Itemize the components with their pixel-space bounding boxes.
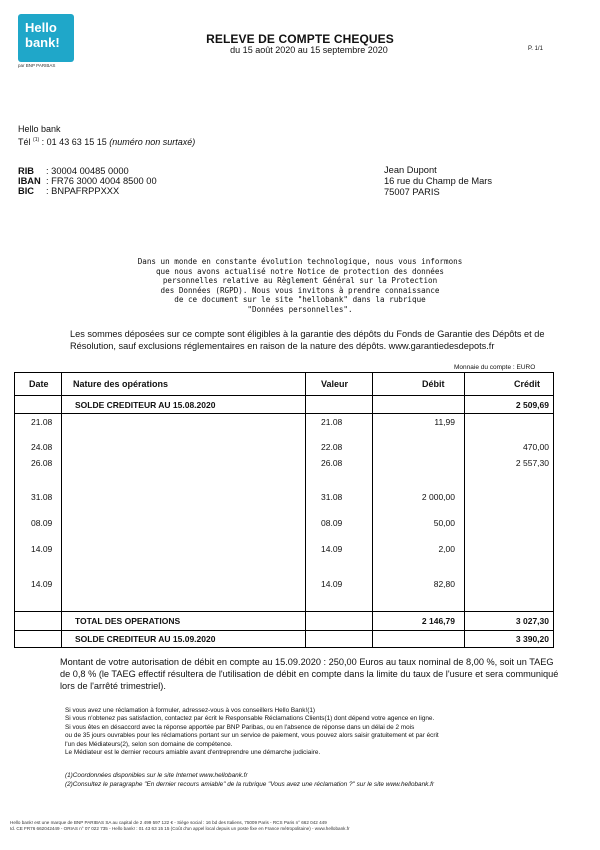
row-valeur: 22.08 [321,442,343,452]
claims-line: l'un des Médiateurs(2), selon son domaine de compétence. [65,740,233,748]
tel-label: Tél [18,137,31,147]
rib-line [18,166,129,176]
row-valeur: 14.09 [321,579,343,589]
header-nature: Nature des opérations [73,379,169,389]
row-valeur: 08.09 [321,518,343,528]
customer-name: Jean Dupont [384,165,437,175]
customer-city: 75007 PARIS [384,187,440,197]
bic-line [18,186,119,196]
closing-balance-credit: 3 390,20 [515,634,549,644]
opening-balance-credit: 2 509,69 [515,400,549,410]
legal-line: Id. CE FR76 662042449 - ORIAS n° 07 022 735 - Hello bank! : 01 43 63 15 15 (Coût d'un appel local depuis un poste fixe en France métropolitaine) - www.hellobank.fr [10,826,350,831]
row-valeur: 14.09 [321,544,343,554]
closing-balance-label: SOLDE CREDITEUR AU 15.09.2020 [75,634,216,644]
row-credit: 2 557,30 [515,458,549,468]
row-date: 14.09 [31,544,53,554]
rib-value: : 30004 00485 0000 [46,166,129,176]
opening-balance-label: SOLDE CREDITEUR AU 15.08.2020 [75,400,216,410]
header-debit: Débit [422,379,445,389]
iban-line [18,176,157,186]
header-valeur: Valeur [321,379,349,389]
row-date: 31.08 [31,492,53,502]
bic-value: : BNPAFRPPXXX [46,186,120,196]
document-title: RELEVE DE COMPTE CHEQUES [206,32,394,46]
logo-subtitle: par BNP PARIBAS [18,63,56,68]
statement-table [14,372,554,648]
bic-label: BIC [18,186,35,196]
row-debit: 50,00 [433,518,455,528]
rib-label: RIB [18,166,35,176]
row-date: 26.08 [31,458,53,468]
rows-bottom-divider [15,611,553,612]
customer-street: 16 rue du Champ de Mars [384,176,493,186]
legal-footer [10,820,590,832]
row-date: 08.09 [31,518,53,528]
totals-divider [15,630,553,631]
opening-divider [15,413,553,414]
row-date: 14.09 [31,579,53,589]
iban-value: : FR76 3000 4004 8500 00 [46,176,157,186]
iban-label: IBAN [18,176,41,186]
col-divider-debit [464,373,465,647]
logo-line2: bank! [25,35,60,50]
row-debit: 82,80 [433,579,455,589]
totals-credit: 3 027,30 [515,616,549,626]
bank-phone [18,137,195,147]
col-divider-valeur [372,373,373,647]
row-debit: 11,99 [434,417,455,427]
row-valeur: 21.08 [321,417,343,427]
row-valeur: 26.08 [321,458,343,468]
account-currency: Monnaie du compte : EURO [454,364,536,371]
claims-procedure [65,707,565,757]
legal-line: Hello bank! est une marque de BNP PARIBAS SA au capital de 2 499 597 122 € - Siège social : 16 bd des Italiens, 75009 Paris - RCS Paris n° 662 042 449 [10,820,327,825]
header-divider [15,395,553,396]
claims-line: Si vous avez une réclamation à formuler, adressez-vous à vos conseillers Hello Bank!(1) [65,707,316,714]
header-credit: Crédit [514,379,541,389]
row-valeur: 31.08 [321,492,343,502]
claims-line: Si vous êtes en désaccord avec la réponse apportée par BNP Paribas, ou en l'absence de réponse dans un délai de 2 mois [65,723,415,731]
tel-footnote: (1) [33,137,40,143]
logo-line1: Hello [25,20,57,35]
bank-name: Hello bank [18,124,61,134]
claims-line: ou de 35 jours ouvrables pour les réclamations portant sur un service de paiement, vous pouvez alors saisir gratuitement et par écrit [65,732,439,740]
row-date: 24.08 [31,442,53,452]
row-date: 21.08 [31,417,53,427]
gdpr-notice: Dans un monde en constante évolution technologique, nous vous informons que nous avons actualisé notre Notice de protection des données personnelles relative au Règlement Général sur la Protection des Données (RGPD). Nous vous invitons à prendre connaissance de ce document sur le site "hellobank" dans la rubrique "Données personnelles". [137,257,463,314]
statement-period: du 15 août 2020 au 15 septembre 2020 [230,45,388,55]
tel-number: : 01 43 63 15 15 [41,137,107,147]
header-date: Date [29,379,49,389]
footnote-2: (2)Consultez le paragraphe "En dernier recours amiable" de la rubrique "Vous avez une réclamation ?" sur le site www.hellobank.fr [65,780,435,788]
deposit-guarantee-text: Les sommes déposées sur ce compte sont éligibles à la garantie des dépôts du Fonds de Garantie des Dépôts et de Résolution, sauf exclusions réglementaires en raison de la nature des dépôts. www.garantiedesdepots.fr [70,329,545,351]
totals-label: TOTAL DES OPERATIONS [75,616,181,626]
footnote-1: (1)Coordonnées disponibles sur le site Internet www.hellobank.fr [65,772,248,779]
col-divider-date [61,373,62,647]
row-credit: 470,00 [523,442,549,452]
claims-line: Le Médiateur est le dernier recours amiable avant d'entreprendre une démarche judiciaire. [65,749,321,757]
row-debit: 2 000,00 [421,492,455,502]
tel-note: (numéro non surtaxé) [109,137,196,147]
col-divider-nature [305,373,306,647]
footnote-references [65,772,565,789]
page-number: P. 1/1 [528,46,543,52]
claims-line: Si vous n'obtenez pas satisfaction, contactez par écrit le Responsable Réclamations Clients(1) dont dépend votre agence en ligne. [65,715,435,723]
overdraft-authorization-text: Montant de votre autorisation de débit en compte au 15.09.2020 : 250,00 Euros au taux nominal de 8,00 %, soit un TAEG de 0,8 % (le TAEG effectif résultera de l'utilisation de débit en compte dans la limite du taux de l'usure et sera communiqué lors de l'arrêté trimestriel). [60,657,559,691]
row-debit: 2,00 [438,544,455,554]
totals-debit: 2 146,79 [421,616,455,626]
